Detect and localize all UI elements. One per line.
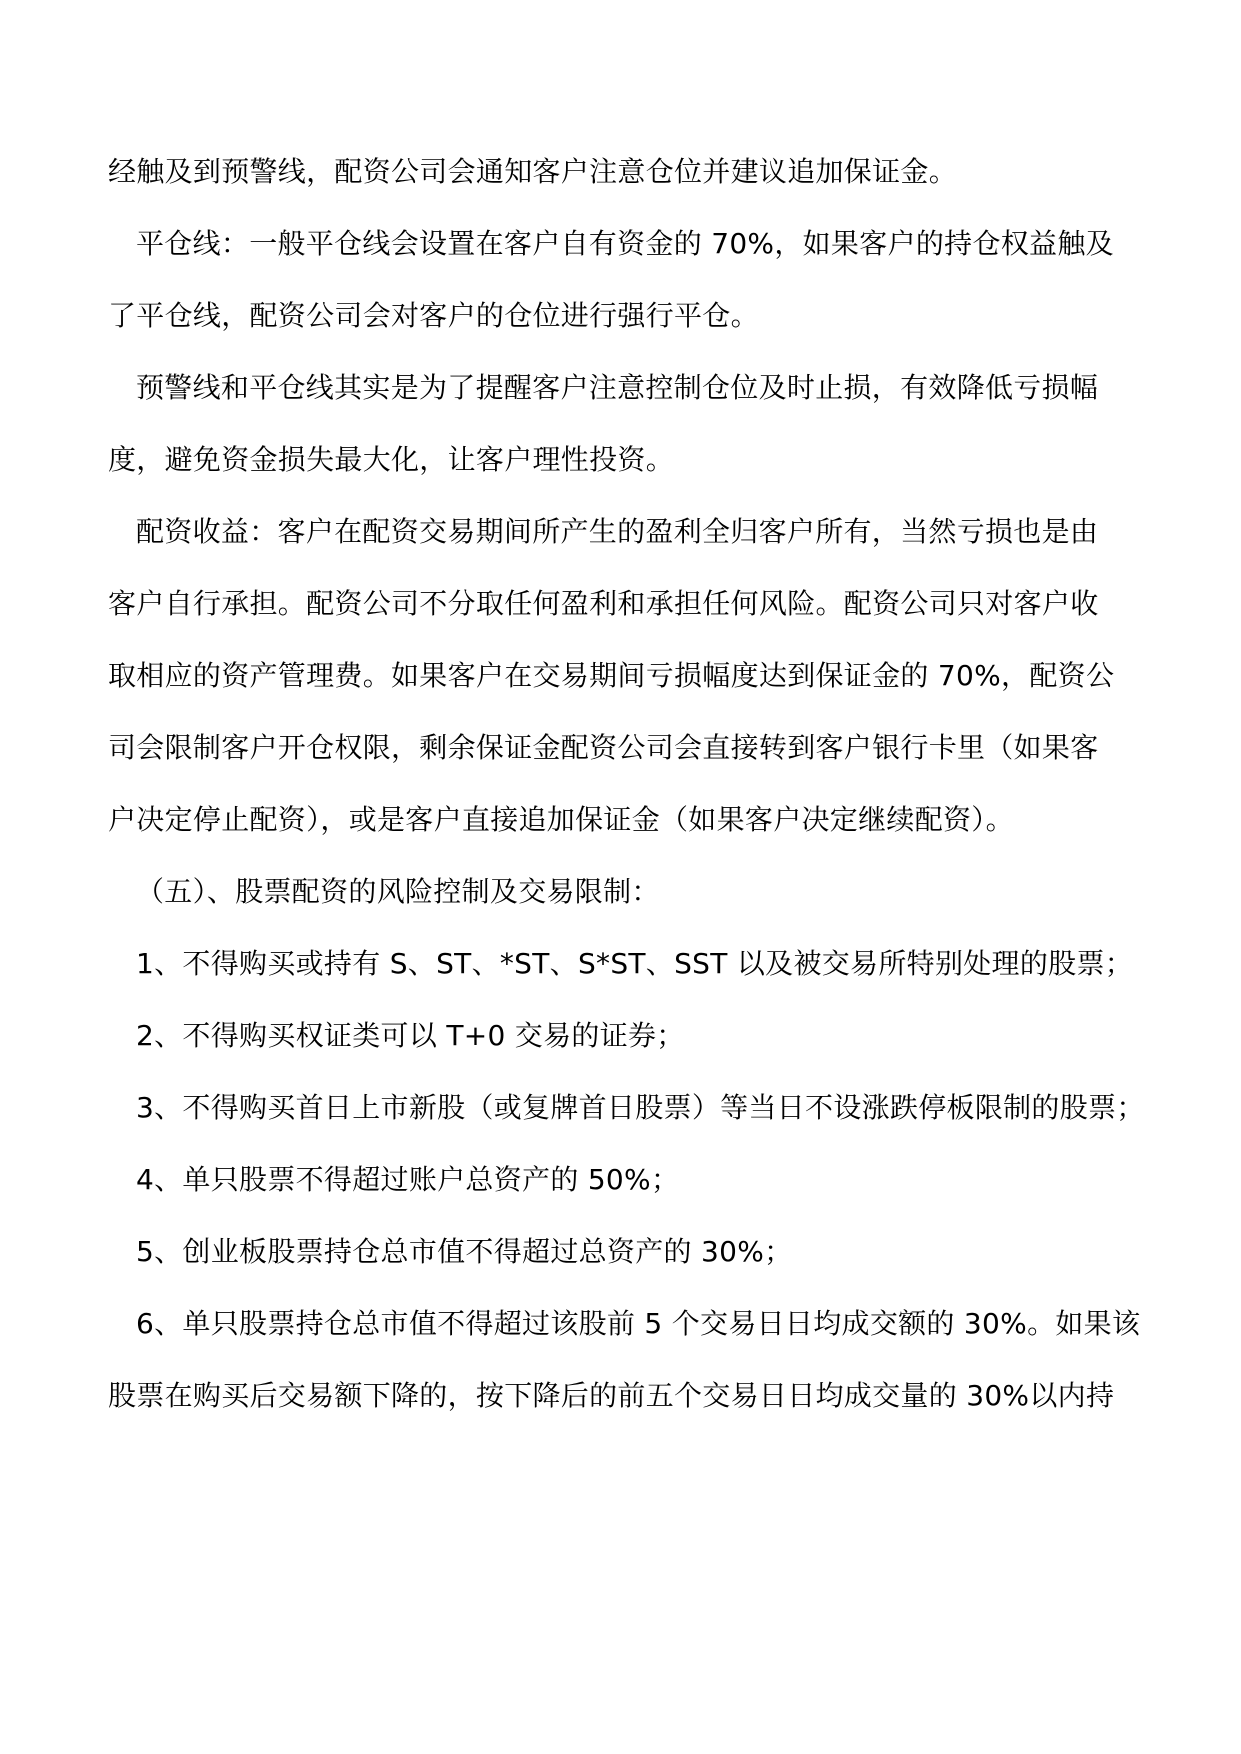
list-item-4: 4、单只股票不得超过账户总资产的 50%； xyxy=(136,1163,680,1196)
paragraph-line-6: 配资收益：客户在配资交易期间所产生的盈利全归客户所有，当然亏损也是由 xyxy=(136,515,1099,548)
list-item-6: 6、单只股票持仓总市值不得超过该股前 5 个交易日日均成交额的 30%。如果该 xyxy=(136,1307,1141,1340)
list-item-5: 5、创业板股票持仓总市值不得超过总资产的 30%； xyxy=(136,1235,793,1268)
paragraph-line-4: 预警线和平仓线其实是为了提醒客户注意控制仓位及时止损，有效降低亏损幅 xyxy=(136,371,1099,404)
list-item-3: 3、不得购买首日上市新股（或复牌首日股票）等当日不设涨跌停板限制的股票； xyxy=(136,1091,1145,1124)
list-item-1: 1、不得购买或持有 S、ST、*ST、S*ST、SST 以及被交易所特别处理的股票； xyxy=(136,947,1134,980)
list-item-2: 2、不得购买权证类可以 T+0 交易的证券； xyxy=(136,1019,685,1052)
section-heading: （五）、股票配资的风险控制及交易限制： xyxy=(136,875,660,908)
paragraph-line-9: 司会限制客户开仓权限，剩余保证金配资公司会直接转到客户银行卡里（如果客 xyxy=(108,731,1099,764)
paragraph-line-8: 取相应的资产管理费。如果客户在交易期间亏损幅度达到保证金的 70%，配资公 xyxy=(108,659,1115,692)
paragraph-line-1: 经触及到预警线，配资公司会通知客户注意仓位并建议追加保证金。 xyxy=(108,155,958,188)
paragraph-line-10: 户决定停止配资），或是客户直接追加保证金（如果客户决定继续配资）。 xyxy=(108,803,1014,836)
paragraph-line-7: 客户自行承担。配资公司不分取任何盈利和承担任何风险。配资公司只对客户收 xyxy=(108,587,1099,620)
paragraph-line-3: 了平仓线，配资公司会对客户的仓位进行强行平仓。 xyxy=(108,299,759,332)
list-item-6-continued: 股票在购买后交易额下降的，按下降后的前五个交易日日均成交量的 30%以内持 xyxy=(108,1379,1115,1412)
paragraph-line-5: 度，避免资金损失最大化，让客户理性投资。 xyxy=(108,443,675,476)
paragraph-line-2: 平仓线：一般平仓线会设置在客户自有资金的 70%，如果客户的持仓权益触及 xyxy=(136,227,1114,260)
